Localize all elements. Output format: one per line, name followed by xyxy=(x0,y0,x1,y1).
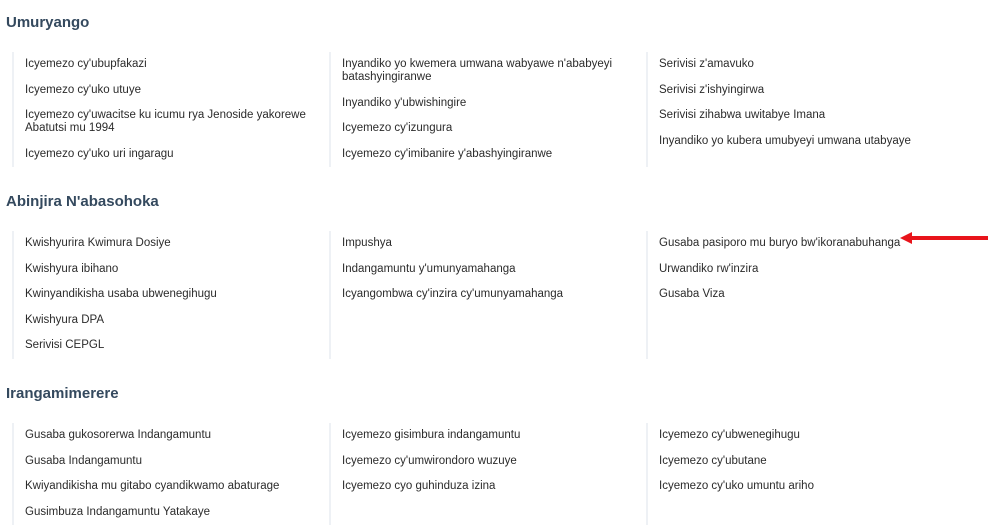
service-link[interactable]: Icyemezo cy'izungura xyxy=(342,122,453,134)
service-link[interactable]: Kwinyandikisha usaba ubwenegihugu xyxy=(25,288,217,300)
service-link[interactable]: Serivisi CEPGL xyxy=(25,339,105,351)
service-link[interactable]: Inyandiko y'ubwishingire xyxy=(342,96,467,109)
service-columns xyxy=(12,52,963,167)
service-column xyxy=(329,52,644,167)
service-link[interactable]: Icyemezo cy'imibanire y'abashyingiranwe xyxy=(342,147,553,160)
service-column xyxy=(646,52,961,167)
service-columns xyxy=(12,231,963,359)
service-link[interactable]: Inyandiko yo kwemera umwana wabyawe n'ababyeyi batashyingiranwe xyxy=(342,58,613,83)
service-link[interactable]: Gusaba Indangamuntu xyxy=(25,454,143,467)
service-column xyxy=(12,423,327,525)
service-link[interactable]: Gusaba pasiporo mu buryo bw'ikoranabuhanga xyxy=(659,237,901,249)
service-link[interactable]: Kwishyura ibihano xyxy=(25,262,119,275)
service-link[interactable]: Kwishyura DPA xyxy=(25,313,105,326)
service-link[interactable]: Urwandiko rw'inzira xyxy=(659,262,759,275)
service-link[interactable]: Gusaba gukosorerwa Indangamuntu xyxy=(25,429,212,441)
service-column xyxy=(12,52,327,167)
service-column xyxy=(329,423,644,525)
service-link[interactable]: Serivisi zihabwa uwitabye Imana xyxy=(659,109,826,121)
service-link[interactable]: Icyemezo cy'ubwenegihugu xyxy=(659,429,800,441)
service-link[interactable]: Impushya xyxy=(342,237,392,249)
service-column xyxy=(329,231,644,359)
service-link[interactable]: Gusimbuza Indangamuntu Yatakaye xyxy=(25,505,210,518)
service-column xyxy=(646,423,961,525)
service-columns xyxy=(12,423,963,525)
service-link[interactable]: Icyemezo cy'ubupfakazi xyxy=(25,58,147,70)
service-link[interactable]: Icyemezo cy'uko uri ingaragu xyxy=(25,147,174,160)
service-column xyxy=(646,231,961,359)
red-arrow-left-icon xyxy=(900,232,988,244)
service-link[interactable]: Kwiyandikisha mu gitabo cyandikwamo abaturage xyxy=(25,480,280,492)
service-link[interactable]: Icyemezo cy'uko umuntu ariho xyxy=(659,480,814,492)
service-link[interactable]: Icyemezo cyo guhinduza izina xyxy=(342,480,496,492)
section-title: Abinjira N'abasohoka xyxy=(6,193,159,210)
service-link[interactable]: Gusaba Viza xyxy=(659,288,725,300)
service-link[interactable]: Icyemezo cy'uwacitse ku icumu rya Jenoside yakorewe Abatutsi mu 1994 xyxy=(25,109,306,134)
service-link[interactable]: Icyangombwa cy'inzira cy'umunyamahanga xyxy=(342,288,564,300)
section-title: Umuryango xyxy=(6,14,90,31)
service-column xyxy=(12,231,327,359)
service-link[interactable]: Indangamuntu y'umunyamahanga xyxy=(342,262,516,275)
service-link[interactable]: Inyandiko yo kubera umubyeyi umwana utabyaye xyxy=(659,134,911,147)
service-link[interactable]: Icyemezo cy'uko utuye xyxy=(25,83,141,96)
service-link[interactable]: Serivisi z'ishyingirwa xyxy=(659,83,765,96)
service-link[interactable]: Kwishyurira Kwimura Dosiye xyxy=(25,237,171,249)
service-link[interactable]: Icyemezo gisimbura indangamuntu xyxy=(342,429,521,441)
service-link[interactable]: Icyemezo cy'umwirondoro wuzuye xyxy=(342,454,517,467)
service-link[interactable]: Serivisi z'amavuko xyxy=(659,58,754,70)
service-link[interactable]: Icyemezo cy'ubutane xyxy=(659,454,767,467)
section-title: Irangamimerere xyxy=(6,385,119,402)
